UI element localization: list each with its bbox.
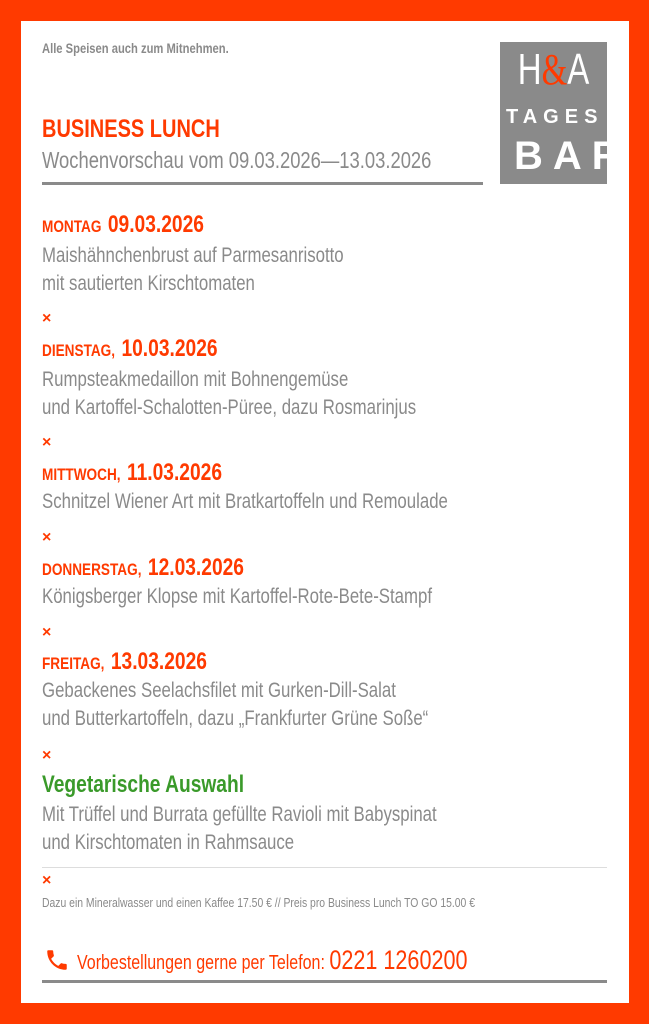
day-heading-thursday: DONNERSTAG, 12.03.2026: [42, 554, 244, 581]
divider: [42, 182, 483, 185]
day-heading-wednesday: MITTWOCH, 11.03.2026: [42, 459, 222, 486]
dish-vegetarian: Mit Trüffel und Burrata gefüllte Ravioli mit Babyspinat und Kirschtomaten in Rahmsauce: [42, 803, 437, 854]
dish-thursday: Königsberger Klopse mit Kartoffel-Rote-Bete-Stampf: [42, 585, 433, 608]
divider: [42, 980, 607, 983]
separator-x-icon: ×: [42, 310, 52, 327]
logo-a: A: [567, 45, 590, 94]
logo-bar: BAR: [514, 134, 631, 178]
separator-x-icon: ×: [42, 872, 52, 889]
page-title: BUSINESS LUNCH: [42, 115, 220, 143]
price-note: Dazu ein Mineralwasser und einen Kaffee 17.50 € // Preis pro Business Lunch TO GO 15.00 €: [42, 895, 476, 910]
page-subtitle: Wochenvorschau vom 09.03.2026—13.03.2026: [42, 147, 432, 173]
phone-icon: [44, 946, 70, 974]
logo-h: H: [517, 45, 542, 94]
phone-label: Vorbestellungen gerne per Telefon:: [77, 952, 325, 974]
takeaway-note: Alle Speisen auch zum Mitnehmen.: [42, 40, 229, 56]
phone-number[interactable]: 0221 1260200: [329, 945, 468, 975]
day-heading-tuesday: DIENSTAG, 10.03.2026: [42, 335, 218, 362]
logo: [500, 42, 631, 184]
day-heading-monday: MONTAG 09.03.2026: [42, 211, 204, 238]
logo-tages: TAGES: [506, 106, 604, 128]
dish-wednesday: Schnitzel Wiener Art mit Bratkartoffeln und Remoulade: [42, 490, 448, 513]
separator-x-icon: ×: [42, 434, 52, 451]
dish-friday: Gebackenes Seelachsfilet mit Gurken-Dill-Salat und Butterkartoffeln, dazu „Frankfurter Grüne Soße“: [42, 679, 429, 730]
phone-line: [77, 945, 468, 976]
separator-x-icon: ×: [42, 529, 52, 546]
logo-amp: &: [541, 45, 568, 94]
separator-x-icon: ×: [42, 747, 52, 764]
dish-tuesday: Rumpsteakmedaillon mit Bohnengemüse und Kartoffel-Schalotten-Püree, dazu Rosmarinjus: [42, 368, 417, 419]
separator-x-icon: ×: [42, 624, 52, 641]
day-heading-friday: FREITAG, 13.03.2026: [42, 648, 207, 675]
vegetarian-heading: Vegetarische Auswahl: [42, 771, 245, 798]
dish-monday: Maishähnchenbrust auf Parmesanrisotto mit sautierten Kirschtomaten: [42, 244, 344, 295]
divider: [42, 867, 607, 868]
